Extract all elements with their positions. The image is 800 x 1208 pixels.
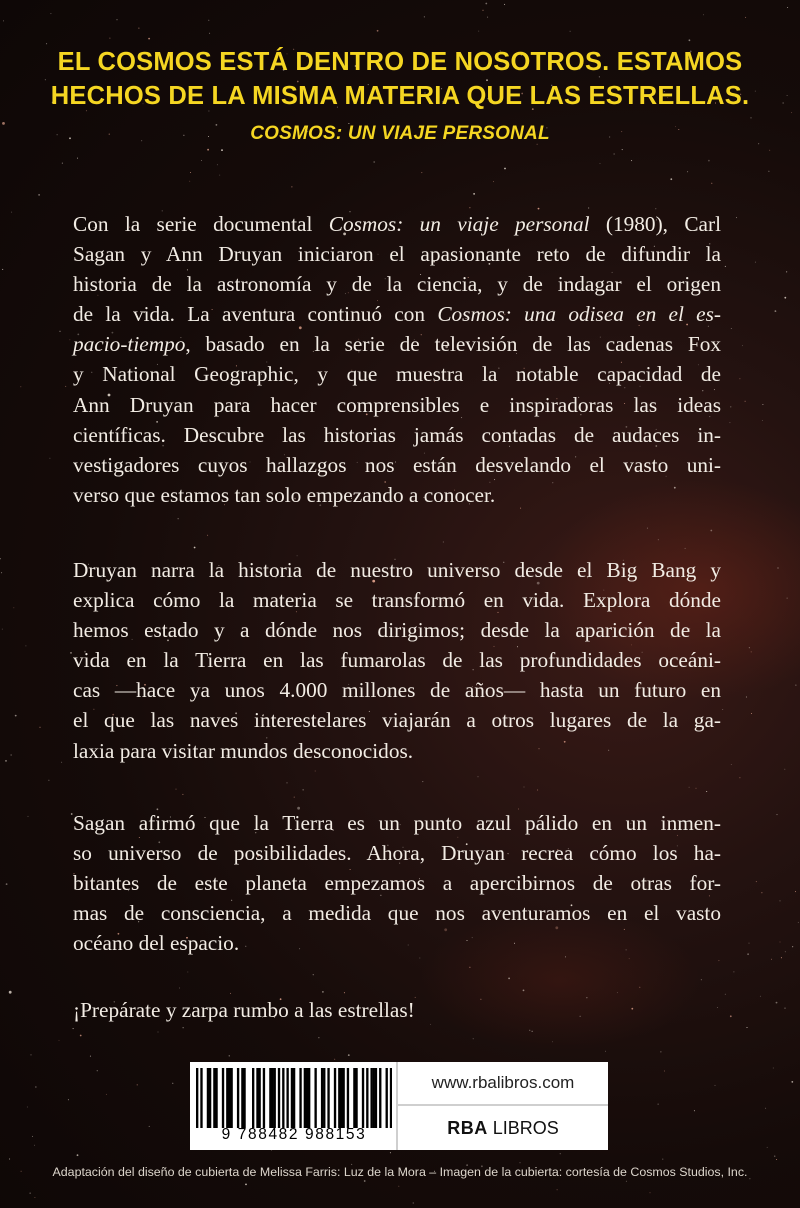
star [795, 891, 796, 892]
star [787, 598, 788, 599]
text-line: vestigadores cuyos hallazgos nos están desvelando el vasto uni- [73, 452, 721, 477]
barcode-bar [222, 1068, 224, 1128]
star [660, 1051, 661, 1052]
barcode-bar [342, 1068, 344, 1128]
star [617, 992, 618, 993]
star [77, 1154, 79, 1156]
star [508, 978, 510, 980]
star [731, 764, 732, 765]
barcode-bar [321, 1068, 323, 1128]
star [209, 33, 210, 34]
star [469, 967, 470, 968]
star [614, 154, 615, 155]
barcode-bar [323, 1068, 325, 1128]
barcode-bar [362, 1068, 364, 1128]
star [62, 163, 63, 164]
star [443, 542, 444, 543]
text-line: explica cómo la materia se transformó en vida. Explora dónde [73, 588, 721, 613]
star [784, 297, 786, 299]
star [631, 160, 632, 161]
star [765, 1108, 766, 1109]
tagline-line-2: HECHOS DE LA MISMA MATERIA QUE LAS ESTRELLAS. [50, 82, 750, 110]
star [749, 647, 750, 648]
star [768, 171, 769, 172]
star [109, 38, 110, 39]
text-line: verso que estamos tan solo empezando a conocer. [73, 482, 496, 507]
star [715, 1085, 716, 1086]
star [532, 1031, 533, 1032]
barcode-bars [196, 1068, 392, 1128]
star [774, 1156, 775, 1157]
star [694, 1110, 695, 1111]
barcode-bar [353, 1068, 355, 1128]
star [5, 760, 7, 762]
star [537, 790, 538, 791]
star [0, 558, 1, 559]
star [413, 1203, 414, 1204]
star [3, 20, 4, 21]
star [1, 572, 2, 573]
star [148, 38, 150, 40]
star [373, 161, 375, 163]
star [483, 10, 484, 11]
star [733, 971, 734, 972]
star [731, 328, 732, 329]
cover-credits: Adaptación del diseño de cubierta de Melissa Farris: Luz de la Mora – Imagen de la cubierta: cortesía de Cosmos Studios, Inc. [52, 1165, 748, 1179]
isbn-barcode [196, 1068, 392, 1144]
star [751, 651, 752, 652]
description-paragraph-2 [73, 555, 721, 766]
star [769, 150, 770, 151]
star [28, 816, 29, 817]
star [560, 1153, 561, 1154]
star [421, 172, 422, 173]
star [176, 789, 177, 790]
star [20, 386, 21, 387]
star [6, 883, 8, 885]
text-line: historia de la astronomía y de la ciencia, y de indagar el origen [73, 272, 721, 297]
star [201, 160, 202, 161]
star [557, 1189, 558, 1190]
star [61, 762, 62, 763]
star [315, 771, 316, 772]
star [552, 1041, 553, 1042]
star [38, 194, 40, 196]
text-line: el que las naves interestelares viajarán a otros lugares de la ga- [73, 708, 721, 733]
barcode-bar [215, 1068, 217, 1128]
publisher-logo [398, 1106, 608, 1150]
star [781, 957, 782, 958]
text-line: y National Geographic, y que muestra la notable capacidad de [73, 362, 721, 387]
star [708, 160, 710, 162]
star [32, 1136, 33, 1137]
star [106, 1094, 107, 1095]
star [65, 386, 66, 387]
text-line: de la vida. La aventura continuó con Cosmos: una odisea en el es- [73, 302, 721, 327]
star [689, 787, 690, 788]
star [739, 378, 740, 379]
star [745, 401, 746, 402]
barcode-bar [304, 1068, 306, 1128]
star [377, 30, 379, 32]
star [756, 881, 757, 882]
barcode-bar [258, 1068, 260, 1128]
barcode-bar [370, 1068, 372, 1128]
star [48, 780, 49, 781]
call-to-action [73, 995, 721, 1025]
star [183, 1027, 184, 1028]
barcode-bar [200, 1068, 202, 1128]
star [424, 16, 425, 17]
star [776, 1159, 777, 1160]
star [182, 794, 183, 795]
star [334, 1059, 335, 1060]
star [31, 1054, 32, 1055]
star [746, 697, 747, 698]
star [348, 1054, 350, 1056]
star [749, 943, 750, 944]
star [30, 1193, 31, 1194]
isbn-number: 9 788482 988153 [221, 1126, 367, 1143]
barcode-bar [243, 1068, 245, 1128]
star [687, 171, 688, 172]
star [149, 1126, 150, 1127]
star [777, 814, 778, 815]
star [798, 922, 799, 923]
star [73, 1028, 74, 1029]
star [60, 331, 61, 332]
star [229, 1055, 230, 1056]
star [478, 776, 479, 777]
star [755, 262, 756, 263]
star [523, 990, 525, 992]
star [13, 607, 14, 608]
star [221, 149, 223, 151]
star [364, 1180, 366, 1182]
barcode-bar [293, 1068, 295, 1128]
star [792, 946, 793, 947]
star [35, 1087, 36, 1088]
star [722, 709, 723, 710]
barcode-bar [299, 1068, 301, 1128]
star [730, 406, 731, 407]
star [77, 158, 78, 159]
star [778, 568, 779, 569]
star [137, 1084, 138, 1085]
description-paragraph-1 [73, 209, 721, 510]
star [685, 548, 686, 549]
barcode-bar [379, 1068, 381, 1128]
star [605, 1051, 606, 1052]
star [344, 992, 345, 993]
barcode-bar [327, 1068, 329, 1128]
star [747, 1027, 748, 1028]
star [771, 959, 772, 960]
star [473, 193, 475, 195]
star [187, 972, 188, 973]
star [493, 181, 494, 182]
star [207, 149, 209, 151]
star [291, 186, 292, 187]
star [570, 31, 571, 32]
star [117, 19, 118, 20]
star [639, 987, 640, 988]
barcode-bar [314, 1068, 316, 1128]
star [773, 1068, 774, 1069]
barcode-bar [355, 1068, 357, 1128]
barcode-bar [340, 1068, 342, 1128]
star [398, 1186, 399, 1187]
star [791, 1081, 793, 1083]
star [785, 1008, 786, 1009]
star [739, 777, 740, 778]
barcode-bar [209, 1068, 211, 1128]
text-line: hemos estado y a dónde nos dirigimos; desde la aparición de la [73, 618, 721, 643]
star [775, 310, 777, 312]
star [230, 993, 231, 994]
barcode-bar [338, 1068, 340, 1128]
star [80, 1035, 82, 1037]
star [600, 163, 601, 164]
star [11, 755, 12, 756]
star [9, 991, 12, 994]
star [787, 7, 788, 8]
star [478, 31, 479, 32]
barcode-bar [196, 1068, 198, 1128]
tagline-source: COSMOS: UN VIAJE PERSONAL [250, 123, 550, 144]
barcode-bar [269, 1068, 271, 1128]
star [786, 271, 787, 272]
star [178, 518, 179, 519]
star [473, 1038, 474, 1039]
star [730, 1015, 732, 1017]
star [189, 181, 190, 182]
star [520, 1162, 521, 1163]
barcode-bar [334, 1068, 336, 1128]
star [626, 1181, 627, 1182]
publisher-imprint: LIBROS [492, 1118, 559, 1138]
star [762, 420, 763, 421]
text-line: Con la serie documental Cosmos: un viaje personal (1980), Carl [73, 212, 721, 236]
star [190, 172, 191, 173]
star [40, 727, 41, 728]
star [767, 1147, 768, 1148]
text-line: vida en la Tierra en las fumarolas de las profundidades oceáni- [73, 648, 721, 673]
star [49, 458, 50, 459]
star [622, 149, 623, 150]
star [303, 789, 304, 790]
text-line: ¡Prepárate y zarpa rumbo a las estrellas! [73, 998, 415, 1022]
star [219, 175, 220, 176]
barcode-bar [263, 1068, 265, 1128]
barcode-bar [252, 1068, 254, 1128]
star [34, 1197, 35, 1198]
star [718, 960, 719, 961]
star [745, 17, 746, 18]
barcode-bar [241, 1068, 243, 1128]
text-line: océano del espacio. [73, 931, 240, 956]
star [70, 652, 72, 654]
star [524, 787, 525, 788]
star [747, 953, 749, 955]
star [69, 339, 70, 340]
text-line: Sagan afirmó que la Tierra es un punto azul pálido en un inmen- [73, 811, 721, 835]
star [725, 994, 726, 995]
star [208, 20, 209, 21]
star [504, 168, 506, 170]
star [725, 266, 726, 267]
star [27, 1107, 28, 1108]
star [670, 178, 672, 180]
barcode-bar [386, 1068, 388, 1128]
star [751, 713, 752, 714]
star [689, 39, 691, 41]
star [784, 769, 785, 770]
star [780, 900, 781, 901]
star [217, 164, 218, 165]
star [318, 1037, 319, 1038]
barcode-bar [230, 1068, 232, 1128]
star [287, 782, 288, 783]
barcode-bar [286, 1068, 288, 1128]
star [785, 951, 786, 952]
star [729, 422, 730, 423]
star [50, 13, 51, 14]
star [313, 974, 314, 975]
barcode-bar [256, 1068, 258, 1128]
barcode-bar [278, 1068, 280, 1128]
star [158, 1032, 159, 1033]
star [138, 28, 139, 29]
description-paragraph-3 [73, 808, 721, 958]
star [776, 1002, 778, 1004]
star [706, 791, 707, 792]
star [487, 17, 488, 18]
barcode-bar [366, 1068, 368, 1128]
star [322, 991, 324, 993]
star [15, 715, 17, 717]
star [795, 685, 796, 686]
star [2, 269, 3, 270]
barcode-bar [213, 1068, 215, 1128]
text-line: científicas. Descubre las historias jamás contadas de audaces in- [73, 422, 721, 447]
text-line: so universo de posibilidades. Ahora, Druyan recrea cómo los ha- [73, 841, 721, 866]
star [245, 1184, 247, 1186]
star [97, 1070, 98, 1071]
tagline [0, 45, 800, 145]
text-line: pacio-tiempo, basado en la serie de televisión de las cadenas Fox [73, 332, 721, 357]
barcode-bar [282, 1068, 284, 1128]
star [762, 404, 763, 405]
star [529, 1030, 530, 1031]
star [701, 979, 702, 980]
barcode-bar [375, 1068, 377, 1128]
text-line: bitantes de este planeta empezamos a apercibirnos de otras for- [73, 871, 721, 896]
star [662, 1159, 663, 1160]
star [658, 539, 659, 540]
barcode-bar [347, 1068, 349, 1128]
star [650, 1192, 651, 1193]
text-line: cas —hace ya unos 4.000 millones de años— hasta un futuro en [73, 678, 721, 703]
barcode-bar [228, 1068, 230, 1128]
star [742, 345, 743, 346]
star [504, 4, 505, 5]
star [647, 528, 648, 529]
star [294, 797, 295, 798]
star [710, 530, 712, 532]
star [11, 212, 12, 213]
publisher-url: www.rbalibros.com [431, 1073, 575, 1092]
star [179, 988, 180, 989]
barcode-panel [190, 1062, 608, 1150]
text-line: Ann Druyan para hacer comprensibles e inspiradoras las ideas [73, 392, 721, 417]
star [696, 788, 697, 789]
star [664, 1071, 665, 1072]
star [34, 1145, 35, 1146]
star [485, 3, 487, 5]
star [711, 183, 712, 184]
star [25, 645, 26, 646]
star [59, 1040, 60, 1041]
star [207, 535, 208, 536]
star [703, 14, 704, 15]
barcode-bar [308, 1068, 310, 1128]
star [9, 1159, 10, 1160]
star [760, 996, 761, 997]
star [658, 1104, 659, 1105]
barcode-bar [271, 1068, 273, 1128]
publisher-brand: RBA [447, 1118, 488, 1138]
barcode-bar [226, 1068, 228, 1128]
star [736, 217, 737, 218]
star [780, 942, 781, 943]
star [2, 629, 3, 630]
star [761, 892, 762, 893]
barcode-bar [390, 1068, 392, 1128]
text-line: Sagan y Ann Druyan iniciaron el apasionante reto de difundir la [73, 242, 721, 267]
barcode-bar [237, 1068, 239, 1128]
barcode-bar [274, 1068, 276, 1128]
barcode-bar [373, 1068, 375, 1128]
star [194, 547, 196, 549]
star [172, 1083, 173, 1084]
barcode-bar [306, 1068, 308, 1128]
text-line: mas de consciencia, a medida que nos aventuramos en el vasto [73, 901, 721, 926]
star [90, 1056, 91, 1057]
text-line: laxia para visitar mundos desconocidos. [73, 738, 414, 763]
barcode-bar [207, 1068, 209, 1128]
star [422, 781, 423, 782]
star [390, 1152, 391, 1153]
text-line: Druyan narra la historia de nuestro universo desde el Big Bang y [73, 558, 721, 582]
barcode-bar [291, 1068, 293, 1128]
star [68, 1099, 69, 1100]
tagline-line-1: EL COSMOS ESTÁ DENTRO DE NOSOTROS. ESTAMOS [57, 48, 743, 76]
